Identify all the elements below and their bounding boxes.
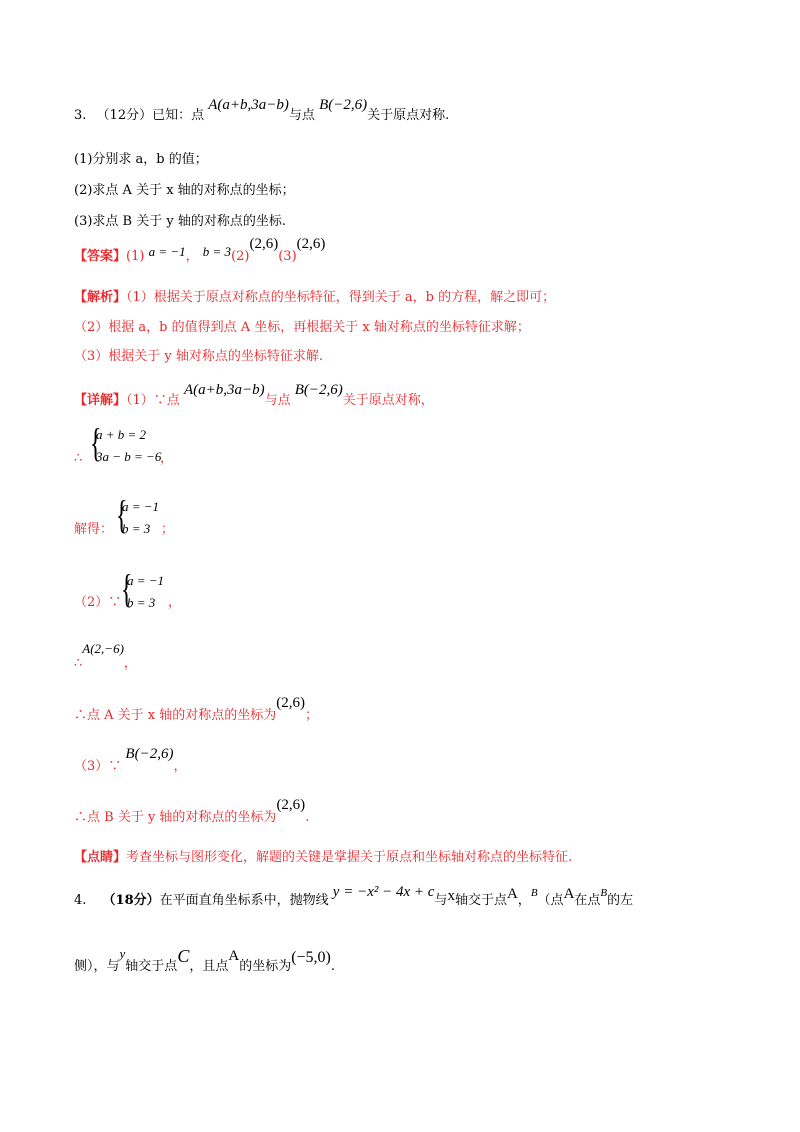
q4-line-2 [74,946,336,974]
system-3 [127,570,164,614]
detail-l5-end: ， [123,656,137,671]
q4-x: x [447,888,455,904]
analysis-text-1: （1）根据关于原点对称点的坐标特征，得到关于 a，b 的方程，解之即可； [126,290,556,305]
answer-p1: (1) [126,249,145,264]
detail-l1-c: 关于原点对称， [342,393,434,408]
detail-l1-a: （1）∵点 [126,393,180,408]
solve-label: 解得： [74,522,114,537]
system-1-row-1: a + b = 2 [96,427,147,442]
q4-B2: B [600,887,608,899]
q4-t8: 轴交于点 [125,959,178,974]
analysis-line-1 [74,291,555,304]
q4-end: . [330,959,336,974]
system-2-row-1: a = −1 [122,499,160,514]
answer-line [74,236,326,264]
q3-part1: (1)分别求 a，b 的值； [74,152,208,167]
system-1-end: ， [160,451,174,466]
q4-t10: 的坐标为 [239,959,292,974]
detail-tag: 【详解】 [74,393,127,408]
detail-line-5 [74,641,137,671]
detail-line-7 [74,746,187,774]
q4-y: y [119,946,126,961]
q4-A2: A [563,886,575,902]
system-2 [122,496,159,540]
q4-t9: ，且点 [189,959,229,974]
detail-A-coord: A(2,−6) [82,641,124,656]
q3-number: 3. [74,108,87,123]
analysis-line-2: （2）根据 a，b 的值得到点 A 坐标，再根据关于 x 轴对称点的坐标特征求解； [74,320,530,335]
system-2-row-2: b = 3 [122,521,151,536]
q3-stem [74,97,450,123]
answer-tag: 【答案】 [74,249,127,264]
detail-part2-start: （2）∵ [74,595,122,610]
detail-l8-value: (2,6) [276,797,306,813]
q3-stem-c: 关于原点对称. [367,108,450,123]
q4-t4: （点 [537,893,564,908]
analysis-tag: 【解析】 [74,290,127,305]
point-A-expr: A(a+b,3a−b) [208,97,289,113]
q3-part2: (2)求点 A 关于 x 轴的对称点的坐标； [74,183,295,198]
system-3-row-1: a = −1 [127,573,165,588]
detail-l7-end: ， [173,759,187,774]
comment-text: 考查坐标与图形变化，解题的关键是掌握关于原点和坐标轴对称点的坐标特征. [126,850,573,865]
q3-stem-b: 与点 [288,108,315,123]
system-1-row-2: 3a − b = −6 [96,449,162,464]
answer-p3-value: (2,6) [296,236,326,252]
system-3-row-2: b = 3 [127,595,156,610]
detail-line-6 [74,695,319,723]
detail-l7-text: （3）∵ [74,759,122,774]
therefore-1: ∴ [74,451,83,466]
q4-t2: 与 [434,893,448,908]
q4-B: B [530,887,538,899]
q3-stem-a: 已知：点 [152,108,205,123]
parabola-expr: y = −x² − 4x + c [332,884,435,900]
q4-A: A [506,886,518,902]
q4-t5: 在点 [574,893,601,908]
comment-tag: 【点睛】 [74,850,127,865]
detail-A-expr: A(a+b,3a−b) [183,382,265,398]
brace-3: { [120,566,133,611]
q3-score: （12分） [96,108,153,123]
q4-t6: 的左 [607,893,634,908]
answer-comma: ， [185,249,199,264]
detail-l6-value: (2,6) [276,695,305,711]
system-2-end: ； [161,522,175,537]
q4-line-1 [74,884,634,908]
answer-p2-value: (2,6) [249,236,279,252]
detail-l8-end: . [305,810,310,825]
detail-l1-b: 与点 [264,393,291,408]
q4-t1: 在平面直角坐标系中，抛物线 [159,893,329,908]
point-B-expr: B(−2,6) [319,97,368,113]
brace-2: { [115,492,128,537]
answer-p3: (3) [278,249,297,264]
therefore-2: ∴ [74,656,83,671]
comment-line [74,851,572,864]
analysis-line-3: （3）根据关于 y 轴对称点的坐标特征求解. [74,349,324,364]
detail-B-expr: B(−2,6) [294,382,343,398]
q4-t3: 轴交于点 [454,893,507,908]
answer-b: b = 3 [202,244,232,259]
detail-B-coord: B(−2,6) [125,746,174,762]
q4-score: （18分） [102,893,160,908]
detail-l8-text: ∴点 B 关于 y 轴的对称点的坐标为 [74,810,277,825]
detail-l6-text: ∴点 A 关于 x 轴的对称点的坐标为 [74,708,277,723]
detail-line-1 [74,382,434,408]
system-3-end: ， [168,595,182,610]
q4-t7: 侧），与 [74,959,120,974]
q4-A-coord: (−5,0) [291,949,331,966]
q4-number: 4. [74,893,87,908]
brace-1: { [89,420,102,465]
answer-p2: (2) [231,249,250,264]
q4-A3: A [228,948,240,964]
q3-part3: (3)求点 B 关于 y 轴的对称点的坐标. [74,214,286,229]
q4-comma: ， [517,893,531,908]
detail-l6-end: ； [305,708,319,723]
answer-a: a = −1 [148,244,186,259]
detail-line-8 [74,797,310,825]
system-1 [96,424,161,468]
q4-C: C [177,946,190,966]
